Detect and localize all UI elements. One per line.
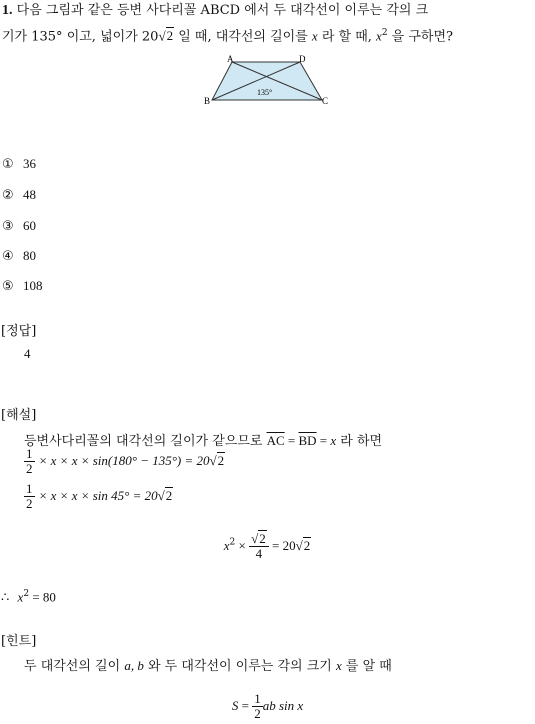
question-text-2a: 기가 135° 이고, 넓이가 20 bbox=[2, 29, 159, 45]
solution-display-equation: $x^2$ × $\frac{√2}{4}$ = 20√2 bbox=[223, 531, 311, 561]
hint-header: [힌트] bbox=[1, 634, 37, 649]
answer-value: 4 bbox=[24, 346, 31, 361]
vertex-label-b: B bbox=[204, 96, 211, 106]
fraction-half: $\frac{1}{2}$ bbox=[26, 446, 33, 476]
solution-line-1: 등변사다리꼴의 대각선의 길이가 같으므로 $\overline{AC} = \overline{BD} = x$ 라 하면 bbox=[24, 433, 383, 449]
vertex-label-d: D bbox=[299, 54, 306, 64]
trapezoid-figure bbox=[200, 54, 340, 110]
sqrt-symbol: √2 bbox=[158, 28, 174, 44]
solution-line-3: $\frac{1}{2}$ × x × x × sin 45° = 20√2 bbox=[26, 481, 173, 511]
question-number: 1. bbox=[2, 3, 13, 18]
vertex-label-a: A bbox=[227, 54, 234, 64]
solution-line-2: $\frac{1}{2}$ × x × x × sin(180° − 135°) = 20√2 bbox=[26, 446, 225, 476]
fraction-half: $\frac{1}{2}$ bbox=[26, 481, 33, 511]
hint-formula: S = $\frac{1}{2}$ ab sin x bbox=[231, 691, 304, 721]
angle-label: 135° bbox=[257, 88, 273, 97]
choice-1[interactable]: ① 36 bbox=[2, 156, 36, 172]
hint-line-1: 두 대각선의 길이 a, b 와 두 대각선이 이루는 각의 크기 x 를 알 때 bbox=[24, 658, 392, 674]
question-line-1 bbox=[2, 2, 428, 20]
choice-3[interactable]: ③ 60 bbox=[2, 218, 36, 234]
choice-5[interactable]: ⑤ 108 bbox=[2, 278, 43, 294]
choice-4[interactable]: ④ 80 bbox=[2, 248, 36, 264]
solution-header: [해설] bbox=[1, 408, 37, 423]
question-line-2: 기가 135° 이고, 넓이가 20√2 일 때, 대각선의 길이를 x 라 할 때, $x^2$ 을 구하면? bbox=[2, 28, 454, 45]
choice-2[interactable]: ② 48 bbox=[2, 187, 36, 203]
question-text-1: 다음 그림과 같은 등변 사다리꼴 ABCD 에서 두 대각선이 이루는 각의 크 bbox=[16, 3, 429, 18]
answer-header: [정답] bbox=[1, 324, 37, 339]
vertex-label-c: C bbox=[322, 96, 329, 106]
solution-conclusion: ∴ $x^2 = 80$ bbox=[1, 589, 56, 605]
